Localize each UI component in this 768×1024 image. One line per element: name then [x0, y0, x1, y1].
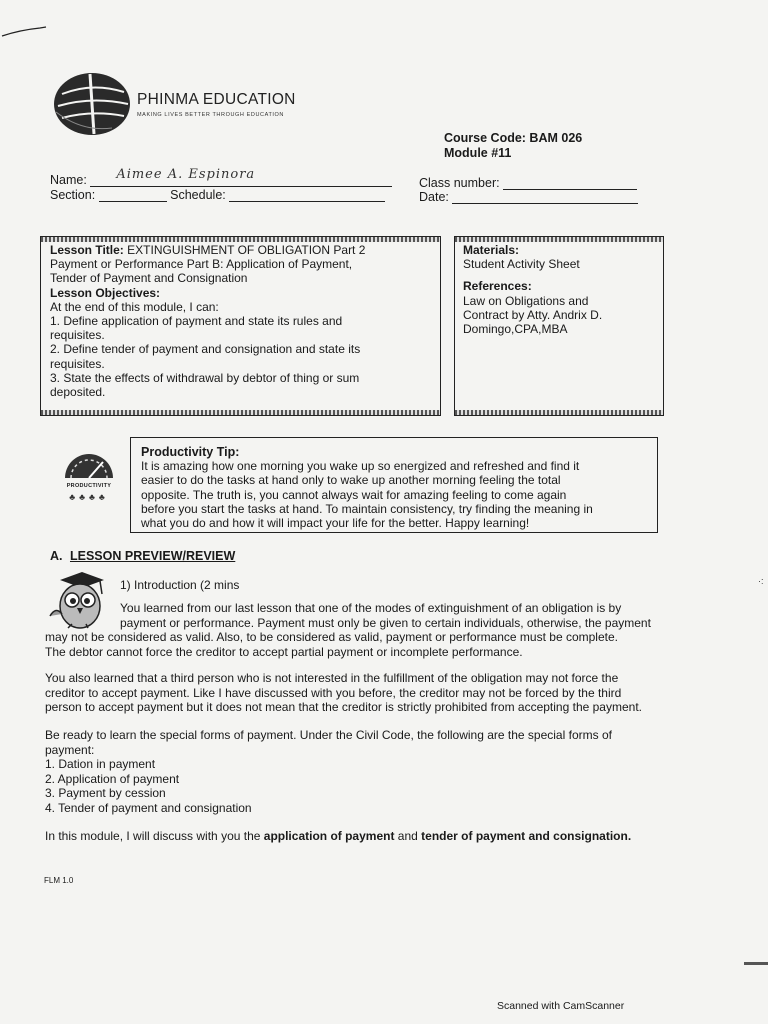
tip-line-1: It is amazing how one morning you wake up so energized and refreshed and find it — [141, 459, 580, 474]
section-a-title: LESSON PREVIEW/REVIEW — [69, 549, 236, 563]
materials-box — [454, 236, 664, 416]
productivity-badge — [52, 448, 126, 502]
date-field — [419, 190, 638, 204]
reference-line-1: Law on Obligations and — [463, 293, 589, 308]
materials-hatch-border-bottom — [455, 410, 663, 415]
paragraph-1 — [45, 601, 707, 659]
tip-line-5: what you do and how it will impact your life for the better. Happy learning! — [141, 516, 530, 531]
references-label: References: — [463, 279, 532, 294]
date-label: Date: — [419, 190, 449, 204]
lesson-objectives-label: Lesson Objectives: — [50, 285, 161, 300]
date-line — [452, 191, 638, 204]
objective-3a: 3. State the effects of withdrawal by debtor of thing or sum — [50, 370, 360, 385]
objective-1b: requisites. — [50, 328, 105, 343]
productivity-tip-box — [130, 437, 658, 533]
p3-line-2: payment: — [45, 742, 95, 757]
course-code: Course Code: BAM 026 — [444, 131, 583, 145]
tip-line-4: before you start the tasks at hand. To maintain consistency, try finding the meaning in — [141, 501, 593, 516]
paragraph-3 — [45, 728, 707, 815]
special-forms-item-1: 1. Dation in payment — [45, 757, 156, 771]
reference-line-3: Domingo,CPA,MBA — [463, 322, 568, 337]
intro-item: 1) Introduction (2 mins — [120, 578, 240, 592]
materials-item: Student Activity Sheet — [463, 257, 580, 272]
class-number-field — [419, 176, 637, 190]
p2-line-1: You also learned that a third person who is not interested in the fulfillment of the obligation may not force the — [45, 671, 619, 685]
class-number-label: Class number: — [419, 176, 500, 190]
phinma-logo-icon — [52, 72, 132, 136]
lesson-title-line1: EXTINGUISHMENT OF OBLIGATION Part 2 — [127, 243, 366, 257]
scan-dot: ·: — [758, 576, 764, 586]
name-label: Name: — [50, 173, 87, 187]
lesson-objectives-intro: At the end of this module, I can: — [50, 299, 219, 314]
p1-line-4: The debtor cannot force the creditor to accept partial payment or incomplete performance. — [45, 644, 523, 659]
section-field — [50, 188, 385, 202]
p1-line-2: payment or performance. Payment must only be given to certain individuals, otherwise, the payment — [120, 615, 651, 630]
course-info — [444, 131, 582, 161]
schedule-line — [229, 189, 385, 202]
name-handwritten-value: Aimee A. Espinora — [116, 167, 256, 182]
tip-line-3: opposite. The truth is, you cannot always wait for amazing feeling to come again — [141, 487, 567, 502]
closing-bold-2: tender of payment and consignation. — [421, 829, 632, 843]
class-number-line — [503, 177, 637, 190]
reference-line-2: Contract by Atty. Andrix D. — [463, 307, 603, 322]
section-label: Section: — [50, 188, 96, 202]
p2-line-2: creditor to accept payment. Like I have discussed with you before, the creditor may not be forced by the third — [45, 685, 622, 700]
section-a-letter: A. — [50, 549, 63, 563]
pen-stroke-mark — [0, 22, 50, 42]
objective-2b: requisites. — [50, 356, 105, 371]
paragraph-2 — [45, 671, 707, 715]
special-forms-item-2: 2. Application of payment — [45, 771, 180, 786]
flm-version: FLM 1.0 — [44, 876, 74, 885]
productivity-icon-label: PRODUCTIVITY — [66, 483, 112, 489]
special-forms-item-3: 3. Payment by cession — [45, 786, 166, 800]
lesson-box — [40, 236, 441, 416]
p3-line-1: Be ready to learn the special forms of payment. Under the Civil Code, the following are the special forms of — [45, 728, 612, 742]
productivity-figures-icon: ♣♣♣♣ — [69, 492, 109, 502]
lesson-title-line3: Tender of Payment and Consignation — [50, 271, 248, 286]
p1-line-3: may not be considered as valid. Also, to be considered as valid, payment or performance must be complete. — [45, 630, 618, 644]
p1-line-1: You learned from our last lesson that one of the modes of extinguishment of an obligation is by — [120, 601, 622, 615]
box-hatch-border-bottom — [41, 410, 440, 415]
speedometer-icon — [61, 448, 117, 480]
scanned-with-camscanner: Scanned with CamScanner — [497, 1000, 625, 1012]
p2-line-3: person to accept payment but it does not mean that the creditor is strictly prohibited from accepting the payment. — [45, 700, 642, 714]
schedule-label: Schedule: — [170, 188, 226, 202]
tip-title: Productivity Tip: — [141, 445, 240, 459]
brand-name: PHINMA EDUCATION — [137, 91, 296, 108]
closing-mid: and — [394, 829, 422, 843]
name-line — [90, 167, 392, 187]
section-line — [99, 189, 167, 202]
lesson-title-line2: Payment or Performance Part B: Application of Payment, — [50, 257, 353, 272]
name-field — [50, 167, 392, 187]
closing-bold-1: application of payment — [263, 829, 395, 843]
brand-tagline: MAKING LIVES BETTER THROUGH EDUCATION — [137, 112, 284, 118]
closing-prefix: In this module, I will discuss with you the — [45, 829, 264, 843]
materials-label: Materials: — [463, 243, 520, 257]
lesson-title-label: Lesson Title: — [50, 243, 124, 257]
objective-3b: deposited. — [50, 385, 106, 400]
scan-mark — [744, 962, 768, 965]
special-forms-item-4: 4. Tender of payment and consignation — [45, 800, 252, 815]
module-number: Module #11 — [444, 146, 512, 160]
tip-line-2: easier to do the tasks at hand only to wake up another morning feeling the total — [141, 473, 561, 488]
closing-sentence — [45, 829, 725, 844]
section-a-heading — [50, 549, 235, 563]
objective-2a: 2. Define tender of payment and consignation and state its — [50, 342, 361, 357]
objective-1a: 1. Define application of payment and state its rules and — [50, 314, 343, 329]
